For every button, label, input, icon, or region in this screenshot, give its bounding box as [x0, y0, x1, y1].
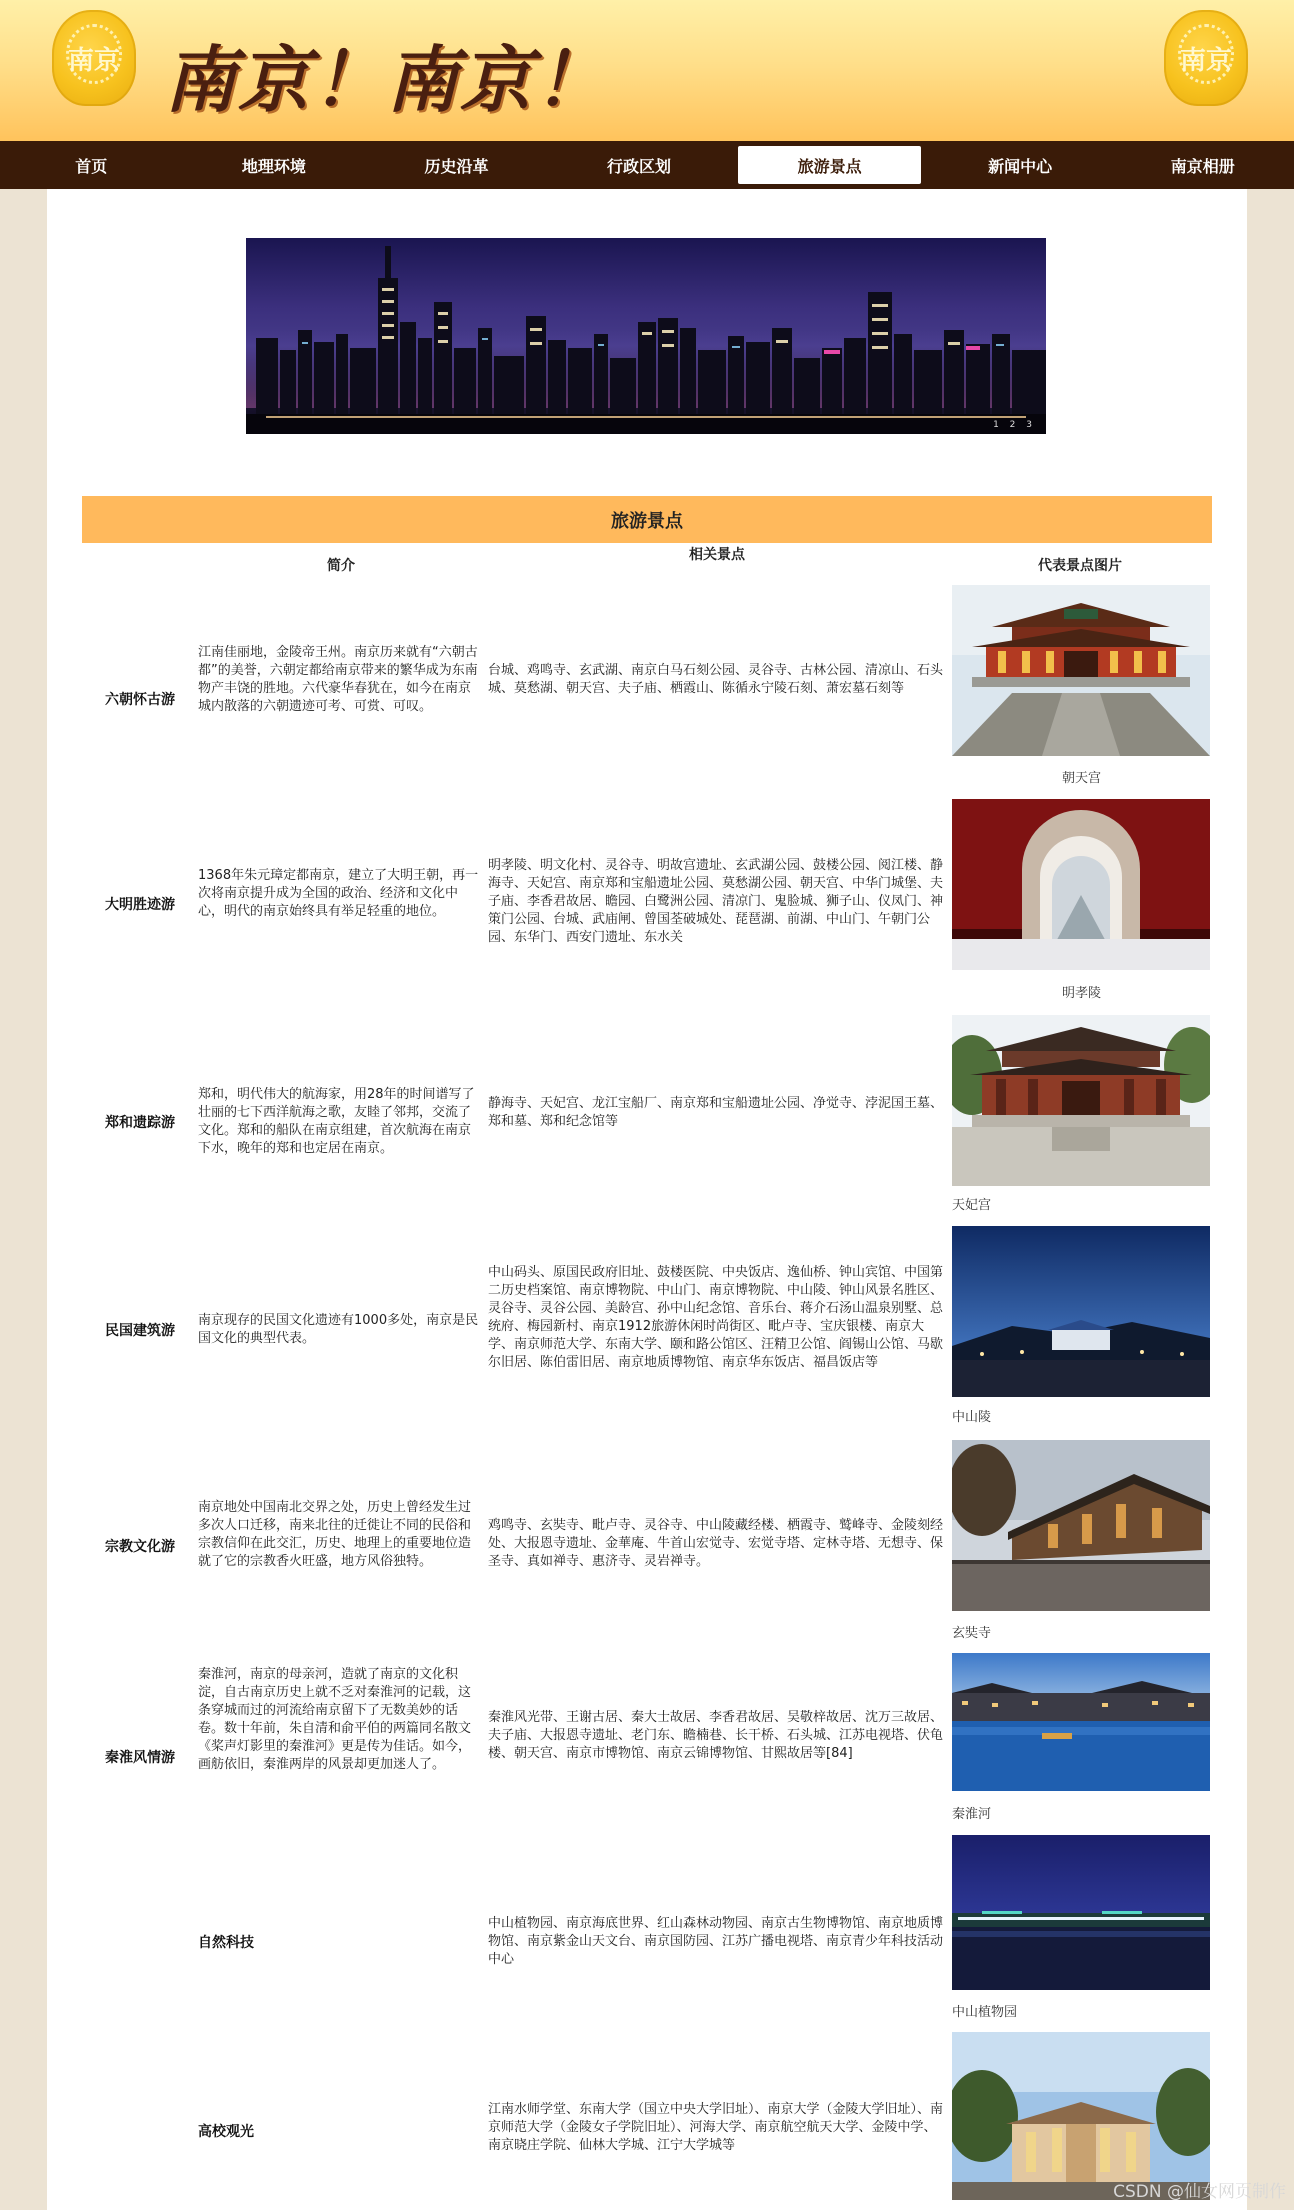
skyline-illustration	[246, 238, 1046, 434]
row-intro-text: 南京现存的民国文化遗迹有1000多处，南京是民国文化的典型代表。	[198, 1313, 479, 1346]
photo-caption: 中山植物园	[952, 2005, 1018, 2020]
nav-item-news[interactable]: 新闻中心	[988, 156, 1053, 176]
row-spots-text: 台城、鸡鸣寺、玄武湖、南京白马石刻公园、灵谷寺、古林公园、清凉山、石头城、莫愁湖、朝天宫、夫子庙、栖霞山、陈循永宁陵石刻、萧宏墓石刻等	[488, 663, 944, 696]
row-theme-name: 民国建筑游	[105, 1323, 175, 1339]
column-header-photo: 代表景点图片	[1038, 558, 1122, 574]
row-theme-name: 郑和遗踪游	[105, 1115, 175, 1131]
section-title-bar: 旅游景点	[82, 496, 1212, 543]
photo-caption: 秦淮河	[952, 1807, 992, 1822]
city-seal-emblem-left	[52, 10, 136, 106]
attraction-photo[interactable]	[952, 1226, 1210, 1397]
nav-item-attractions[interactable]: 旅游景点	[738, 146, 921, 184]
row-intro-text: 1368年朱元璋定都南京，建立了大明王朝，再一次将南京提升成为全国的政治、经济和文化中心，明代的南京始终具有举足轻重的地位。	[198, 868, 479, 919]
attraction-photo[interactable]	[952, 2032, 1210, 2200]
row-intro-text: 郑和，明代伟大的航海家，用28年的时间谱写了壮丽的七下西洋航海之歌，友睦了邻邦，交流了文化。郑和的船队在南京组建，首次航海在南京下水，晚年的郑和也定居在南京。	[198, 1087, 475, 1156]
row-spots-text: 秦淮风光带、王谢古居、秦大士故居、李香君故居、吴敬梓故居、沈万三故居、夫子庙、大报恩寺遗址、老门东、瞻楠巷、长干桥、石头城、江苏电视塔、伏龟楼、朝天宫、南京市博物馆、南京云锦博物馆、甘熙故居等[84]	[488, 1710, 944, 1761]
attraction-photo[interactable]	[952, 1653, 1210, 1791]
seal-glyph-right: 南京	[1179, 46, 1232, 76]
city-seal-emblem-right	[1164, 10, 1248, 106]
row-intro-text: 江南佳丽地，金陵帝王州。南京历来就有“六朝古都”的美誉，六朝定都给南京带来的繁华成为东南物产丰饶的胜地。六代豪华春犹在，如今在南京城内散落的六朝遗迹可考、可赏、可叹。	[198, 645, 478, 714]
main-nav	[0, 141, 1294, 189]
photo-caption: 明孝陵	[1062, 986, 1102, 1001]
row-theme-name: 秦淮风情游	[105, 1750, 175, 1766]
main-content	[47, 189, 1247, 2210]
row-spots-text: 静海寺、天妃宫、龙江宝船厂、南京郑和宝船遗址公园、净觉寺、浡泥国王墓、郑和墓、郑和纪念馆等	[488, 1096, 944, 1129]
nav-item-home[interactable]: 首页	[75, 156, 108, 176]
nav-item-album[interactable]: 南京相册	[1170, 156, 1235, 176]
row-theme-name: 高校观光	[198, 2124, 254, 2140]
seal-glyph-left: 南京	[67, 46, 120, 76]
banner-pager[interactable]: 1 2 3	[993, 420, 1036, 430]
site-logo-title[interactable]: 南京！南京！	[164, 38, 609, 122]
photo-caption: 中山陵	[952, 1410, 992, 1425]
nav-item-districts[interactable]: 行政区划	[607, 156, 672, 176]
column-header-intro: 简介	[327, 558, 355, 574]
column-header-spots: 相关景点	[689, 547, 745, 563]
attraction-photo[interactable]	[952, 1015, 1210, 1186]
photo-caption: 朝天宫	[1062, 771, 1102, 786]
attraction-photo[interactable]	[952, 585, 1210, 756]
photo-caption: 玄奘寺	[952, 1626, 992, 1641]
nav-item-history[interactable]: 历史沿革	[424, 156, 489, 176]
city-night-banner[interactable]	[246, 238, 1046, 434]
row-theme-name: 六朝怀古游	[105, 692, 175, 708]
row-intro-text: 南京地处中国南北交界之处，历史上曾经发生过多次人口迁移，南来北往的迁徙让不同的民俗和宗教信仰在此交汇，历史、地理上的重要地位造就了它的宗教香火旺盛，地方风俗独特。	[198, 1500, 472, 1569]
row-spots-text: 明孝陵、明文化村、灵谷寺、明故宫遗址、玄武湖公园、鼓楼公园、阅江楼、静海寺、天妃宫、南京郑和宝船遗址公园、莫愁湖公园、朝天宫、中华门城堡、夫子庙、李香君故居、瞻园、白鹭洲公园、清凉门、鬼脸城、狮子山、仪凤门、神策门公园、台城、武庙闸、曾国荃破城处、琵琶湖、前湖、中山门、午朝门公园、东华门、西安门遗址、东水关	[488, 858, 944, 945]
attraction-photo[interactable]	[952, 799, 1210, 970]
attraction-photo[interactable]	[952, 1440, 1210, 1611]
row-spots-text: 中山码头、原国民政府旧址、鼓楼医院、中央饭店、逸仙桥、钟山宾馆、中国第二历史档案馆、南京博物院、中山门、南京博物院、中山陵、钟山风景名胜区、灵谷寺、灵谷公园、美龄宫、孙中山纪念馆、音乐台、蒋介石汤山温泉别墅、总统府、梅园新村、南京1912旅游休闲时尚街区、毗卢寺、宝庆银楼、南京大学、南京师范大学、东南大学、颐和路公馆区、汪精卫公馆、阎锡山公馆、马歇尔旧居、陈伯雷旧居、南京地质博物馆、南京华东饭店、福昌饭店等	[488, 1265, 944, 1370]
nav-item-geography[interactable]: 地理环境	[241, 156, 306, 176]
row-theme-name: 大明胜迹游	[105, 897, 175, 913]
site-header	[0, 0, 1294, 141]
row-theme-name: 宗教文化游	[105, 1539, 175, 1555]
attraction-photo[interactable]	[952, 1835, 1210, 1990]
row-spots-text: 江南水师学堂、东南大学（国立中央大学旧址）、南京大学（金陵大学旧址）、南京师范大学（金陵女子学院旧址）、河海大学、南京航空航天大学、金陵中学、南京晓庄学院、仙林大学城、江宁大学城等	[488, 2102, 944, 2153]
row-spots-text: 中山植物园、南京海底世界、红山森林动物园、南京古生物博物馆、南京地质博物馆、南京紫金山天文台、南京国防园、江苏广播电视塔、南京青少年科技活动中心	[488, 1916, 944, 1967]
row-theme-name: 自然科技	[198, 1935, 254, 1951]
row-intro-text: 秦淮河，南京的母亲河，造就了南京的文化积淀，自古南京历史上就不乏对秦淮河的记载，这条穿城而过的河流给南京留下了无数美妙的话卷。数十年前，朱自清和俞平伯的两篇同名散文《桨声灯影里的秦淮河》更是传为佳话。如今，画舫依旧，秦淮两岸的风景却更加迷人了。	[198, 1667, 472, 1772]
watermark: CSDN @仙女网页制作	[1113, 2182, 1286, 2202]
photo-caption: 天妃宫	[952, 1198, 992, 1213]
row-spots-text: 鸡鸣寺、玄奘寺、毗卢寺、灵谷寺、中山陵藏经楼、栖霞寺、鹫峰寺、金陵刻经处、大报恩寺遗址、金華庵、牛首山宏觉寺、宏觉寺塔、定林寺塔、无想寺、保圣寺、真如禅寺、惠济寺、灵岩禅寺。	[488, 1518, 944, 1569]
